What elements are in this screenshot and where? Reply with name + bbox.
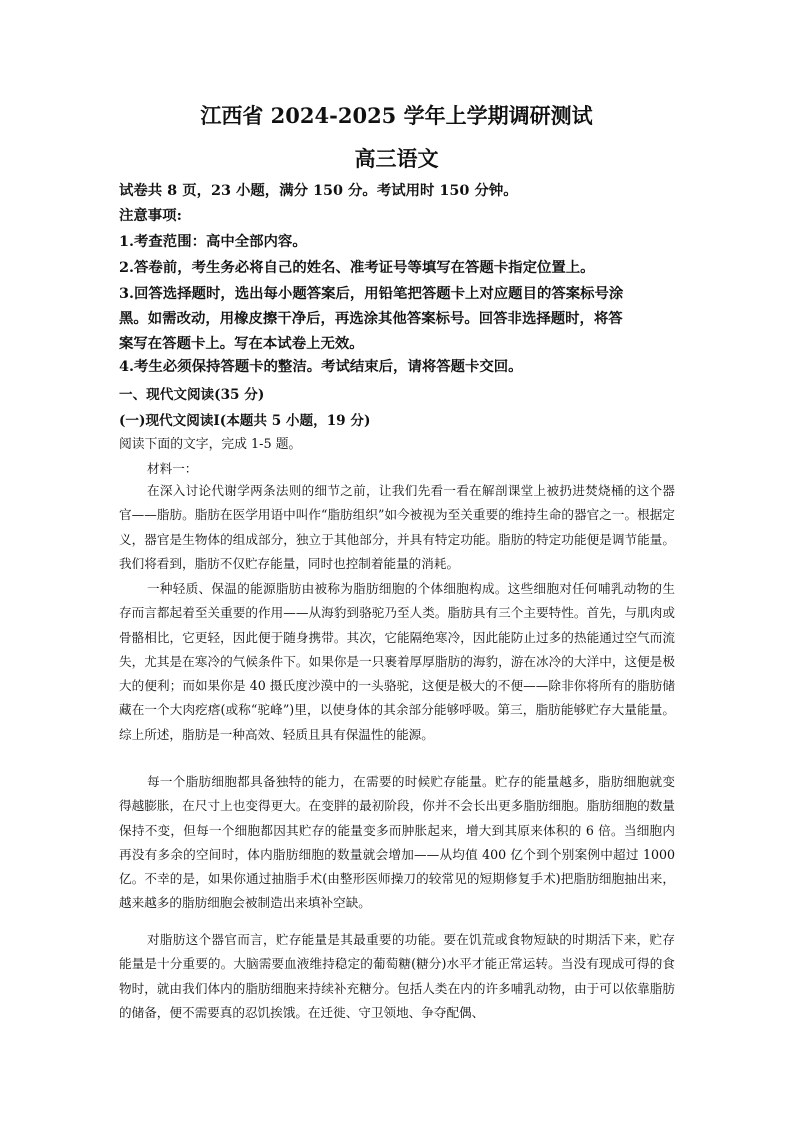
section-heading: 一、现代文阅读(35 分): [119, 387, 265, 403]
section-subheading: (一)现代文阅读Ⅰ(本题共 5 小题，19 分): [119, 413, 371, 429]
paragraph-1: 在深入讨论代谢学两条法则的细节之前，让我们先看一看在解剖课堂上被扔进焚烧桶的这个器官——脂肪。脂肪在医学用语中叫作“脂肪组织”如今被视为至关重要的维持生命的器官之一。根据定义，器官是生物体的组成部分，独立于其他部分，并具有特定功能。脂肪的特定功能便是调节能量。我们将看到，脂肪不仅贮存能量，同时也控制着能量的消耗。: [119, 483, 675, 571]
exam-title: 江西省 2024-2025 学年上学期调研测试: [200, 103, 593, 128]
note-3-line-3: 案写在答题卡上。写在本试卷上无效。: [119, 335, 364, 352]
note-3-line-1: 3.回答选择题时，选出每小题答案后，用铅笔把答题卡上对应题目的答案标号涂: [119, 285, 624, 302]
paragraph-3: 每一个脂肪细胞都具备独特的能力，在需要的时候贮存能量。贮存的能量越多，脂肪细胞就变得越膨胀，在尺寸上也变得更大。在变胖的最初阶段，你并不会长出更多脂肪细胞。脂肪细胞的数量保持不变，但每一个细胞都因其贮存的能量变多而肿胀起来，增大到其原来体积的 6 倍。当细胞内再没有多余的空间时，体内脂肪细胞的数量就会增加——从均值 400 亿个到个别案例中超过 1000 亿。不幸的是，如果你通过抽脂手术(由整形医师操刀的较常见的短期修复手术)把脂肪细胞抽出来，越来越多的脂肪细胞会被制造出来填补空缺。: [119, 774, 675, 911]
notice-title: 注意事项:: [119, 207, 182, 224]
material-label: 材料一：: [147, 461, 198, 476]
note-3-line-2: 黑。如需改动，用橡皮擦干净后，再选涂其他答案标号。回答非选择题时，将答: [119, 310, 623, 327]
note-1: 1.考查范围：高中全部内容。: [119, 233, 307, 250]
subject-title: 高三语文: [354, 146, 439, 171]
paragraph-2: 一种轻质、保温的能源脂肪由被称为脂肪细胞的个体细胞构成。这些细胞对任何哺乳动物的生存而言都起着至关重要的作用——从海豹到骆驼乃至人类。脂肪具有三个主要特性。首先，与肌肉或骨骼相比，它更轻，因此便于随身携带。其次，它能隔绝寒冷，因此能防止过多的热能通过空气而流失，尤其是在寒冷的气候条件下。如果你是一只裹着厚厚脂肪的海豹，游在冰冷的大洋中，这便是极大的便利；而如果你是 40 摄氏度沙漠中的一头骆驼，这便是极大的不便——除非你将所有的脂肪储藏在一个大肉疙瘩(或称“驼峰”)里，以使身体的其余部分能够呼吸。第三，脂肪能够贮存大量能量。综上所述，脂肪是一种高效、轻质且具有保温性的能源。: [119, 581, 675, 742]
note-4: 4.考生必须保持答题卡的整洁。考试结束后，请将答题卡交回。: [119, 358, 523, 375]
reading-instruction: 阅读下面的文字，完成 1-5 题。: [119, 437, 302, 452]
note-2: 2.答卷前，考生务必将自己的姓名、准考证号等填写在答题卡指定位置上。: [119, 259, 595, 276]
paragraph-4: 对脂肪这个器官而言，贮存能量是其最重要的功能。要在饥荒或食物短缺的时期活下来，贮存能量是十分重要的。大脑需要血液维持稳定的葡萄糖(糖分)水平才能正常运转。当没有现成可得的食物时，就由我们体内的脂肪细胞来持续补充糖分。包括人类在内的许多哺乳动物，由于可以依靠脂肪的储备，便不需要真的忍饥挨饿。在迁徙、守卫领地、争夺配偶、: [119, 932, 675, 1020]
exam-info: 试卷共 8 页，23 小题，满分 150 分。考试用时 150 分钟。: [119, 182, 518, 199]
